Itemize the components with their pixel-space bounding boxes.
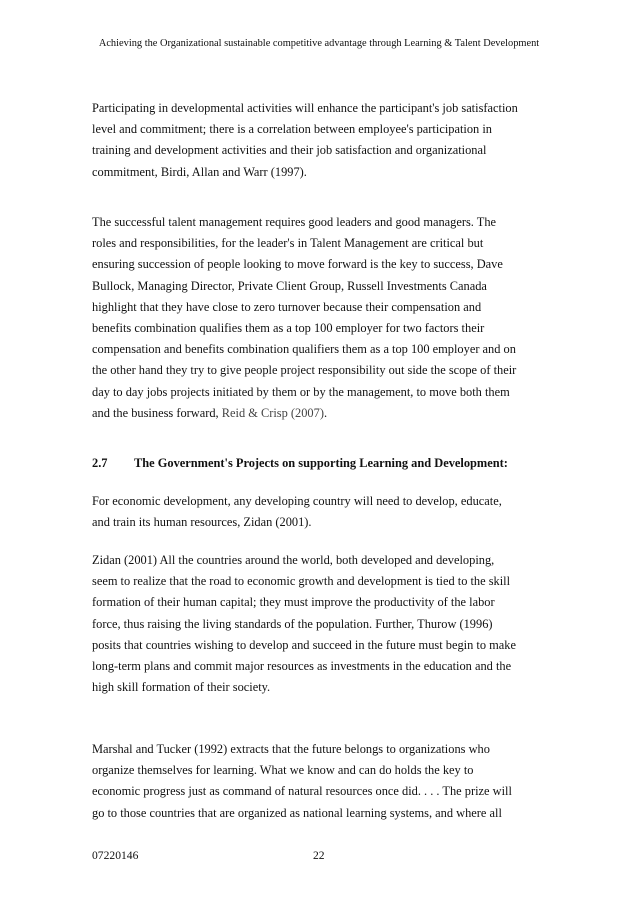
text-line: commitment, Birdi, Allan and Warr (1997). [92, 164, 307, 179]
section-heading [92, 456, 554, 470]
text-line: organize themselves for learning. What we know and can do holds the key to [92, 763, 474, 778]
text-line: The successful talent management requires good leaders and good managers. The [92, 215, 497, 229]
text-line: long-term plans and commit major resources as investments in the education and the [92, 658, 512, 673]
text-line: Participating in developmental activities will enhance the participant's job satisfaction [92, 101, 518, 115]
text-line: day to day jobs projects initiated by them or by the management, to move both them [92, 384, 510, 399]
text-line: go to those countries that are organized as national learning systems, and where all [92, 805, 502, 820]
text-segment: . [323, 405, 328, 420]
text-line: Zidan (2001) All the countries around the world, both developed and developing, [92, 553, 495, 567]
text-line: benefits combination qualifies them as a top 100 employer for two factors their [92, 320, 485, 335]
text-line: formation of their human capital; they must improve the productivity of the labor [92, 595, 495, 610]
text-line: ensuring succession of people looking to move forward is the key to success, Dave [92, 257, 503, 272]
text-line: Marshal and Tucker (1992) extracts that the future belongs to organizations who [92, 742, 490, 756]
paragraph-zidan [92, 550, 554, 698]
text-line: roles and responsibilities, for the leader's in Talent Management are critical but [92, 236, 484, 251]
paragraph-economic-development [92, 491, 554, 533]
footer-student-id: 07220146 [92, 849, 139, 862]
running-header: Achieving the Organizational sustainable competitive advantage through Learning & Talent Development [98, 38, 540, 49]
text-line: For economic development, any developing country will need to develop, educate, [92, 494, 502, 508]
paragraph-job-satisfaction [92, 98, 554, 183]
paragraph-talent-management [92, 212, 554, 424]
text-line: level and commitment; there is a correlation between employee's participation in [92, 122, 492, 137]
text-line: force, thus raising the living standards of the population. Further, Thurow (1996) [92, 616, 493, 631]
text-line: highlight that they have close to zero turnover because their compensation and [92, 299, 482, 314]
text-line: high skill formation of their society. [92, 680, 271, 695]
text-line: Bullock, Managing Director, Private Client Group, Russell Investments Canada [92, 278, 487, 293]
text-line: compensation and benefits combination qualifiers them as a top 100 employer and on [92, 342, 516, 357]
text-line-with-reference [92, 403, 554, 424]
text-line: posits that countries wishing to develop and succeed in the future must begin to make [92, 637, 516, 652]
citation-link[interactable]: Reid & Crisp (2007) [221, 405, 324, 420]
text-line: economic progress just as command of natural resources once did. . . . The prize will [92, 784, 512, 799]
paragraph-marshal-tucker [92, 739, 554, 824]
footer-page-number: 22 [313, 849, 325, 862]
section-number: 2.7 [92, 456, 108, 470]
text-line: seem to realize that the road to economic growth and development is tied to the skill [92, 574, 511, 589]
section-title: The Government's Projects on supporting Learning and Development: [134, 456, 508, 470]
text-line: training and development activities and their job satisfaction and organizational [92, 143, 487, 158]
text-line: and train its human resources, Zidan (2001). [92, 515, 312, 530]
text-line: the other hand they try to give people project responsibility out side the scope of their [92, 363, 517, 378]
text-segment: and the business forward, [92, 405, 222, 420]
